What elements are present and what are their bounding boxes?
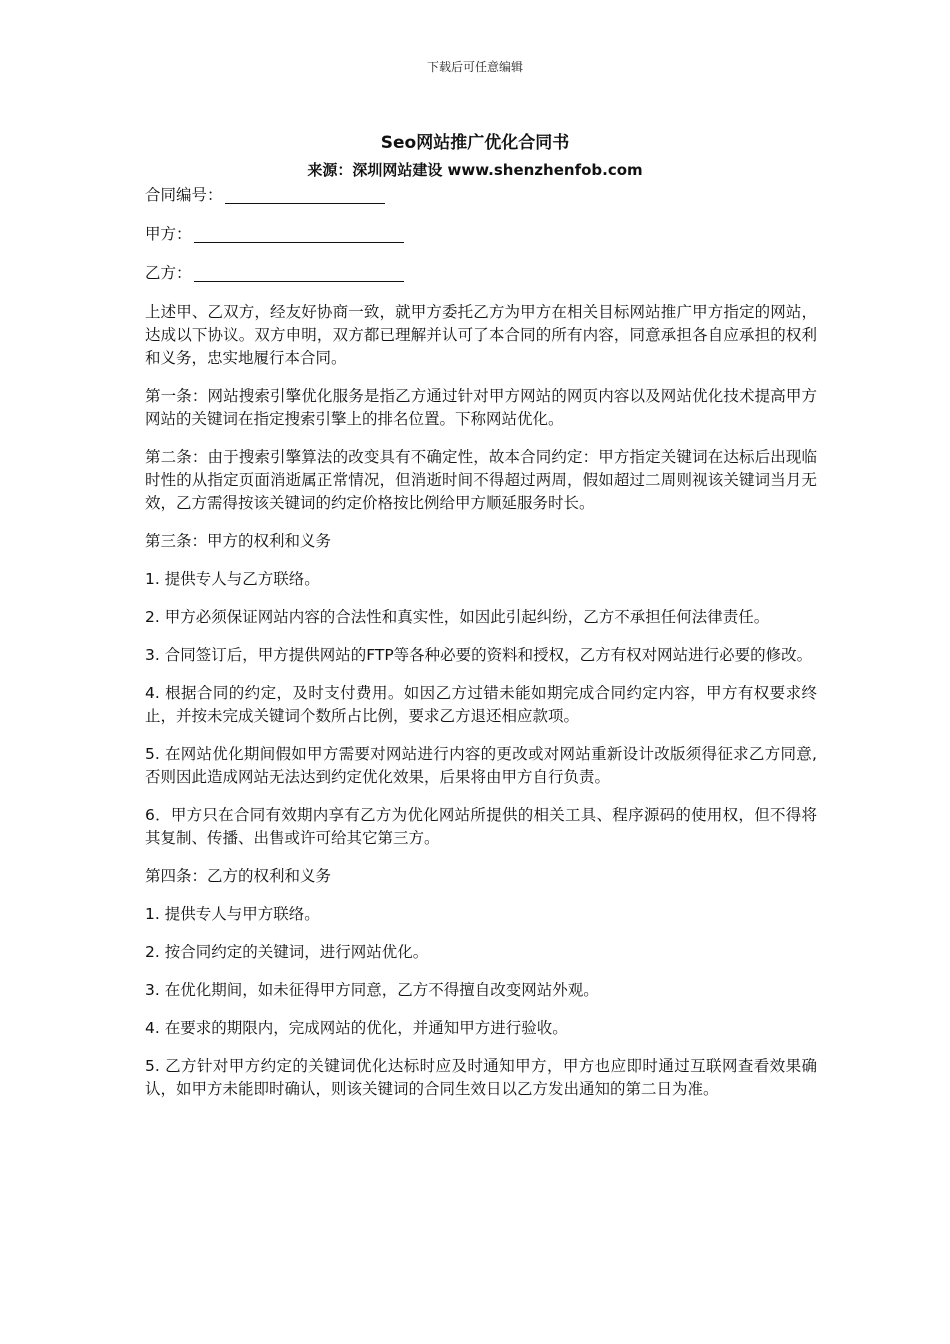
heading-article-4: 第四条：乙方的权利和义务 xyxy=(145,867,332,885)
list-item: 1. 提供专人与甲方联络。 xyxy=(145,905,320,923)
party-b-blank xyxy=(194,263,404,282)
list-item: 4. 在要求的期限内，完成网站的优化，并通知甲方进行验收。 xyxy=(145,1019,568,1037)
paragraph-preamble: 上述甲、乙双方，经友好协商一致，就甲方委托乙方为甲方在相关目标网站推广甲方指定的网站，达成以下协议。双方申明，双方都已理解并认可了本合同的所有内容，同意承担各自应承担的权利和义务，忠实地履行本合同。 xyxy=(145,303,817,367)
party-a-label: 甲方： xyxy=(145,225,192,243)
paragraph-article-2: 第二条：由于搜索引擎算法的改变具有不确定性，故本合同约定：甲方指定关键词在达标后出现临时性的从指定页面消逝属正常情况，但消逝时间不得超过两周，假如超过二周则视该关键词当月无效，乙方需得按该关键词的约定价格按比例给甲方顺延服务时长。 xyxy=(145,448,817,512)
list-item: 3. 在优化期间，如未征得甲方同意，乙方不得擅自改变网站外观。 xyxy=(145,981,599,999)
document-title: Seo网站推广优化合同书 xyxy=(380,133,570,153)
list-item: 5. 在网站优化期间假如甲方需要对网站进行内容的更改或对网站重新设计改版须得征求乙方同意,否则因此造成网站无法达到约定优化效果，后果将由甲方自行负责。 xyxy=(145,745,817,786)
document-body xyxy=(145,184,817,1116)
header-note: 下载后可任意编辑 xyxy=(426,60,523,74)
party-a-blank xyxy=(194,224,404,243)
list-item: 5. 乙方针对甲方约定的关键词优化达标时应及时通知甲方，甲方也应即时通过互联网查看效果确认，如甲方未能即时确认，则该关键词的合同生效日以乙方发出通知的第二日为准。 xyxy=(145,1057,817,1098)
list-item: 4. 根据合同的约定，及时支付费用。如因乙方过错未能如期完成合同约定内容，甲方有权要求终止，并按未完成关键词个数所占比例，要求乙方退还相应款项。 xyxy=(145,684,817,725)
contract-number-label: 合同编号： xyxy=(145,186,223,204)
heading-article-3: 第三条：甲方的权利和义务 xyxy=(145,532,332,550)
list-item: 2. 按合同约定的关键词，进行网站优化。 xyxy=(145,943,429,961)
list-item: 2. 甲方必须保证网站内容的合法性和真实性，如因此引起纠纷，乙方不承担任何法律责任。 xyxy=(145,608,770,626)
list-item: 3. 合同签订后，甲方提供网站的FTP等各种必要的资料和授权，乙方有权对网站进行必要的修改。 xyxy=(145,646,813,664)
party-a-field xyxy=(145,223,817,246)
document-source: 来源：深圳网站建设 www.shenzhenfob.com xyxy=(307,161,643,179)
list-item: 6．甲方只在合同有效期内享有乙方为优化网站所提供的相关工具、程序源码的使用权，但不得将其复制、传播、出售或许可给其它第三方。 xyxy=(145,806,817,847)
paragraph-article-1: 第一条：网站搜索引擎优化服务是指乙方通过针对甲方网站的网页内容以及网站优化技术提高甲方网站的关键词在指定搜索引擎上的排名位置。下称网站优化。 xyxy=(145,387,817,428)
party-b-field xyxy=(145,262,817,285)
party-b-label: 乙方： xyxy=(145,264,192,282)
contract-number-blank xyxy=(225,185,385,204)
list-item: 1. 提供专人与乙方联络。 xyxy=(145,570,320,588)
contract-number-field xyxy=(145,184,817,207)
